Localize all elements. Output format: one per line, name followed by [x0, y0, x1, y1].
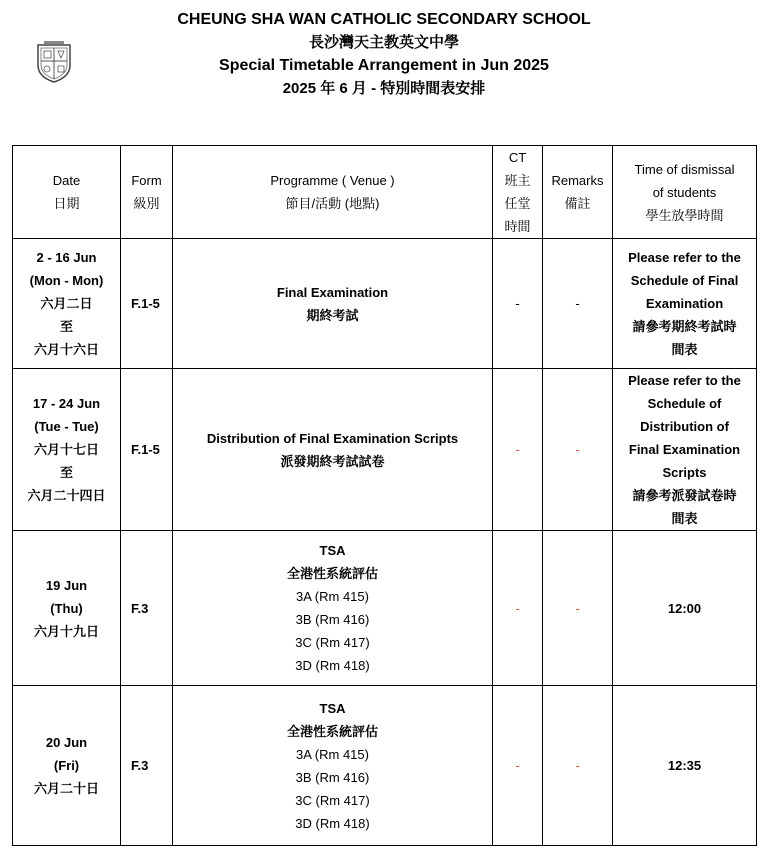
programme-cell: TSA 全港性系統評估 3A (Rm 415) 3B (Rm 416) 3C (Rm 417) 3D (Rm 418): [173, 531, 493, 686]
header-remarks: Remarks 備註: [543, 146, 613, 239]
header-ct: CT 班主 任堂 時間: [493, 146, 543, 239]
programme-cell: Distribution of Final Examination Scripts 派發期終考試試卷: [173, 369, 493, 531]
programme-cell: Final Examination 期終考試: [173, 239, 493, 369]
ct-cell: -: [493, 239, 543, 369]
header-programme: Programme ( Venue ) 節目/活動 (地點): [173, 146, 493, 239]
dismissal-cell: Please refer to the Schedule of Distribution of Final Examination Scripts 請參考派發試卷時 間表: [613, 369, 757, 531]
remarks-cell: -: [543, 369, 613, 531]
form-cell: F.3: [121, 686, 173, 846]
date-cell: 2 - 16 Jun (Mon - Mon) 六月二日 至 六月十六日: [13, 239, 121, 369]
title-en: Special Timetable Arrangement in Jun 2025: [219, 57, 549, 74]
remarks-cell: -: [543, 531, 613, 686]
remarks-cell: -: [543, 686, 613, 846]
remarks-cell: -: [543, 239, 613, 369]
school-crest-icon: [36, 39, 72, 83]
programme-cell: TSA 全港性系統評估 3A (Rm 415) 3B (Rm 416) 3C (Rm 417) 3D (Rm 418): [173, 686, 493, 846]
table-header-row: [13, 146, 757, 239]
header-form: Form 級別: [121, 146, 173, 239]
ct-cell: -: [493, 369, 543, 531]
dismissal-cell: Please refer to the Schedule of Final Examination 請參考期終考試時 間表: [613, 239, 757, 369]
timetable: [12, 145, 757, 846]
header-date: Date 日期: [13, 146, 121, 239]
header-dismissal: Time of dismissal of students 學生放學時間: [613, 146, 757, 239]
ct-cell: -: [493, 531, 543, 686]
title-zh: 2025 年 6 月 - 特別時間表安排: [282, 80, 486, 97]
table-row: [13, 531, 757, 686]
dismissal-cell: 12:00: [613, 531, 757, 686]
document-header: [0, 8, 768, 100]
table-row: [13, 369, 757, 531]
date-cell: 19 Jun (Thu) 六月十九日: [13, 531, 121, 686]
date-cell: 17 - 24 Jun (Tue - Tue) 六月十七日 至 六月二十四日: [13, 369, 121, 531]
school-name-en: CHEUNG SHA WAN CATHOLIC SECONDARY SCHOOL: [177, 11, 591, 28]
table-row: [13, 686, 757, 846]
school-name-zh: 長沙灣天主教英文中學: [308, 34, 459, 51]
form-cell: F.1-5: [121, 369, 173, 531]
ct-cell: -: [493, 686, 543, 846]
form-cell: F.3: [121, 531, 173, 686]
form-cell: F.1-5: [121, 239, 173, 369]
table-row: [13, 239, 757, 369]
dismissal-cell: 12:35: [613, 686, 757, 846]
date-cell: 20 Jun (Fri) 六月二十日: [13, 686, 121, 846]
